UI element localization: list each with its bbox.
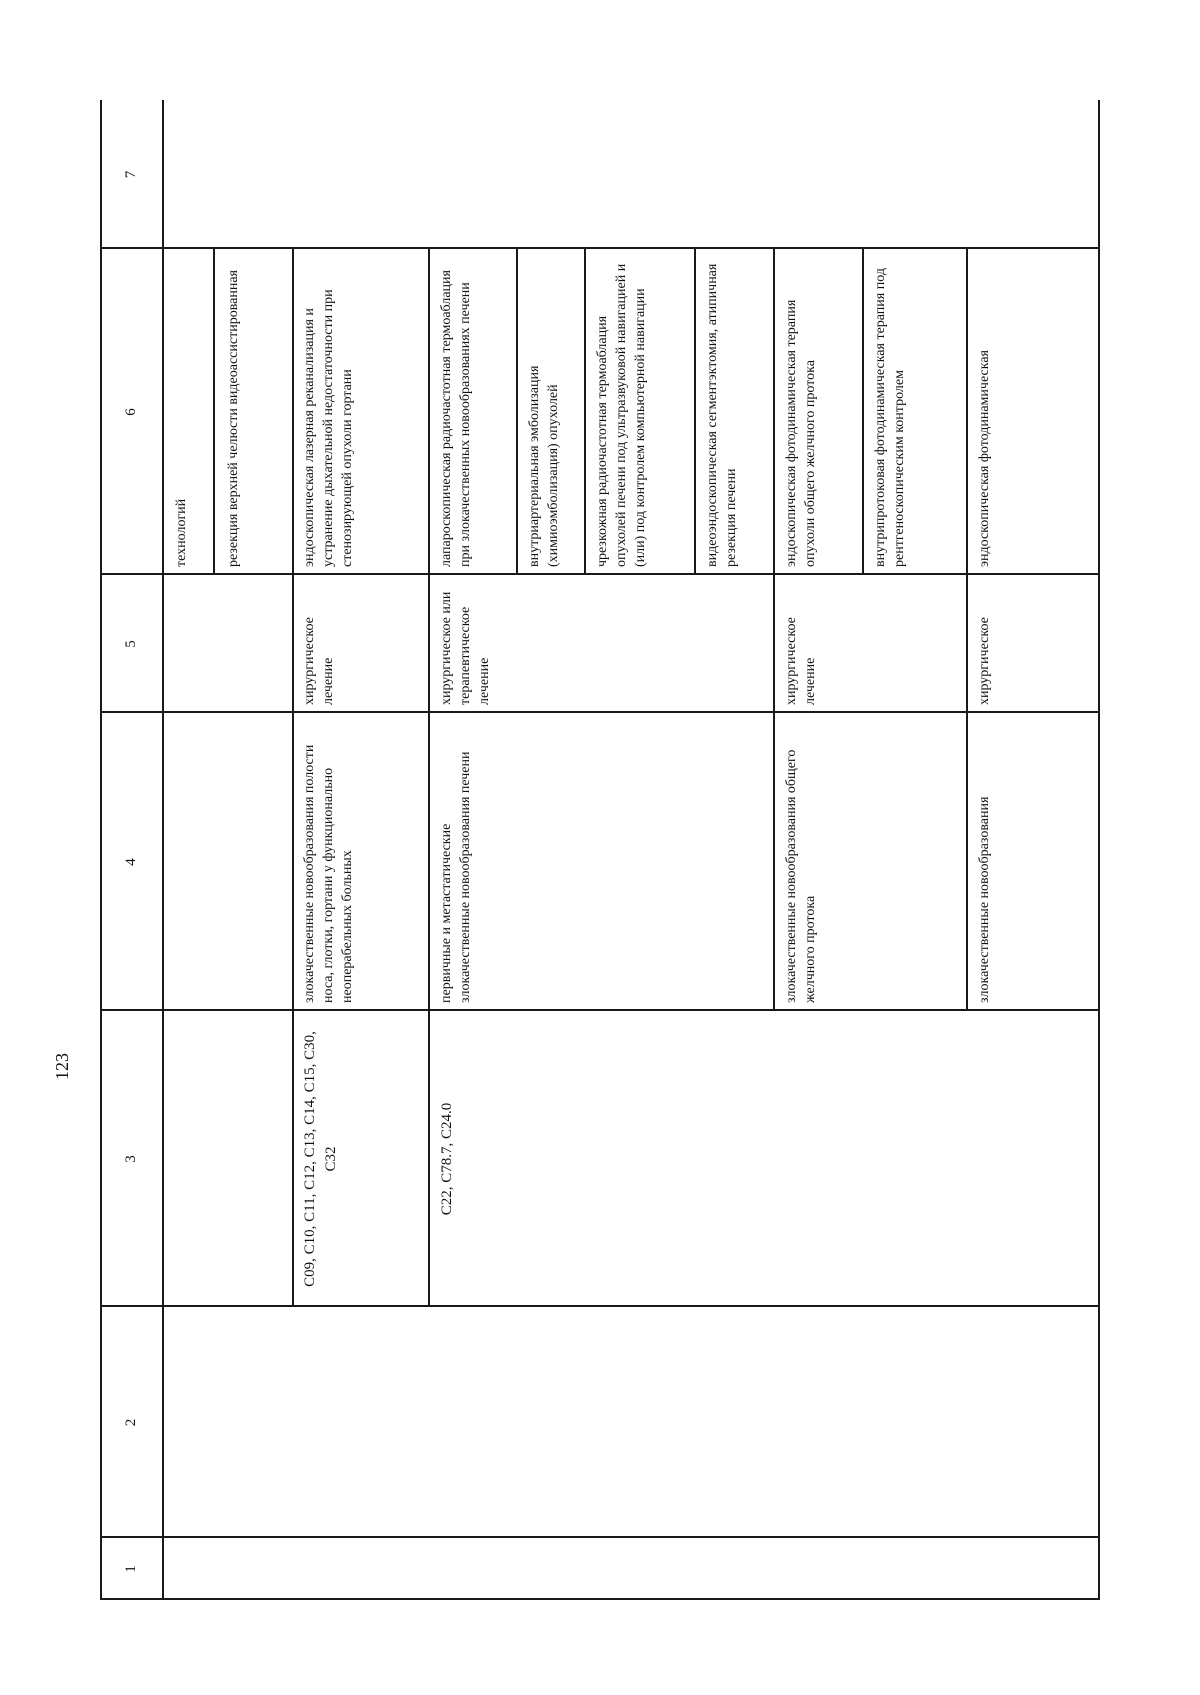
cell-r4-c6: внутриартериальная эмболизация (химиоэмболизация) опухолей: [527, 365, 561, 567]
page-number: 123: [52, 1053, 72, 1080]
column-header-4: 4: [122, 858, 139, 866]
rotated-table: [100, 100, 1100, 1600]
cell-r9-c4: злокачественные новообразования: [977, 796, 992, 1003]
cell-r9-c5: хирургическое: [977, 617, 992, 705]
cell-r2-c3: C09, C10, C11, C12, C13, C14, C15, C30, C32: [302, 1031, 339, 1287]
cell-r2-c4: злокачественные новообразования полости носа, глотки, гортани у функционально неоперабельных больных: [302, 744, 355, 1003]
cell-r9-c6: эндоскопическая фотодинамическая: [977, 350, 992, 567]
cell-r1-c6: резекция верхней челюсти видеоассистированная: [226, 270, 241, 567]
cell-r7-c4: злокачественные новообразования общего желчного протока: [784, 749, 818, 1003]
cell-r7-c6: эндоскопическая фотодинамическая терапия опухоли общего желчного протока: [784, 299, 818, 567]
cell-r3-c6: лапароскопическая радиочастотная термоаблация при злокачественных новообразованиях печени: [439, 270, 473, 567]
cell-r0-c6: технологий: [174, 498, 189, 567]
column-header-3: 3: [122, 1155, 139, 1163]
cell-r2-c6: эндоскопическая лазерная реканализация и устранение дыхательной недостаточности при стенозирующей опухоли гортани: [302, 289, 355, 567]
column-header-1: 1: [122, 1565, 139, 1573]
cell-r3-c4: первичные и метастатические злокачественные новообразования печени: [439, 751, 473, 1003]
cell-r3-c5: хирургическое или терапевтическое лечение: [439, 591, 492, 705]
cell-r8-c6: внутрипротоковая фотодинамическая терапия под рентгеноскопическим контролем: [873, 268, 907, 567]
cell-r2-c5: хирургическое лечение: [302, 617, 336, 705]
column-header-2: 2: [122, 1418, 139, 1427]
cell-r5-c6: чрезкожная радиочастотная термоаблация опухолей печени под ультразвуковой навигацией и (или) под контролем компьютерной навигации: [595, 263, 648, 567]
column-header-6: 6: [122, 408, 139, 416]
column-header-5: 5: [122, 640, 139, 648]
cell-r3-c3: C22, C78.7, C24.0: [439, 1102, 455, 1216]
cell-r6-c6: видеоэндоскопическая сегментэктомия, атипичная резекция печени: [705, 263, 739, 567]
cell-r7-c5: хирургическое лечение: [784, 617, 818, 705]
column-header-7: 7: [122, 170, 139, 179]
